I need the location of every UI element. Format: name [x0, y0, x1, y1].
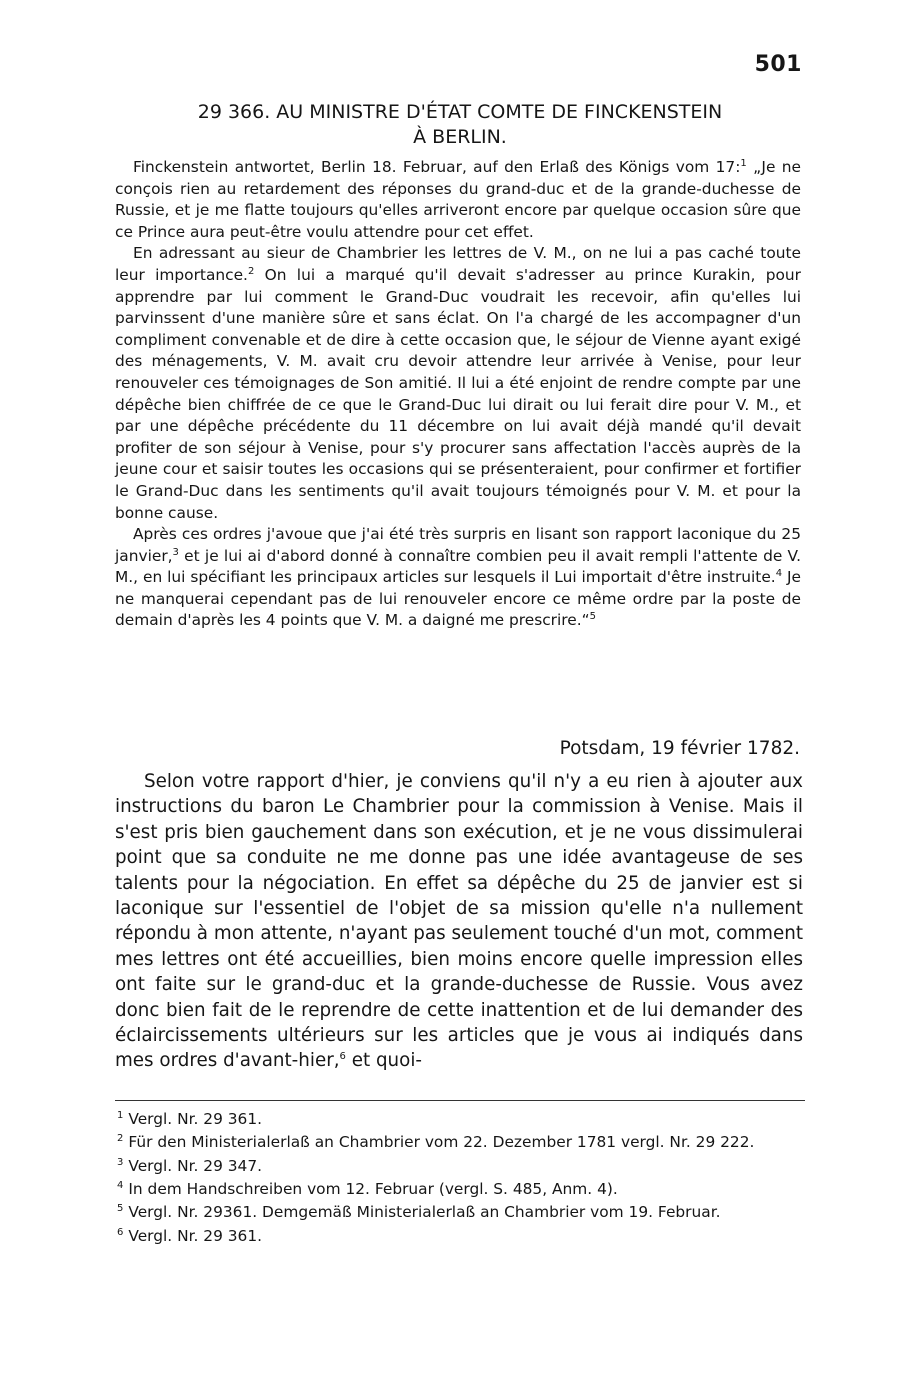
letter-paragraph [115, 769, 803, 1074]
page-number: 501 [754, 52, 802, 77]
summary-text: Finckenstein antwortet, Berlin 18. Februar, auf den Erlaß des Königs vom 17: [133, 158, 741, 176]
letter-text: et quoi- [345, 1050, 422, 1072]
summary-text: Je ne manquerai cependant pas de lui renouveler encore ce même ordre par la poste de demain d'après les 4 points que V. M. a daigné me prescrire.“ [115, 568, 801, 630]
summary-paragraph-3 [115, 524, 801, 632]
footnote-number: 5 [117, 1203, 124, 1215]
footnote-divider [115, 1100, 805, 1101]
footnote-number: 3 [117, 1156, 124, 1168]
footnote-6 [115, 1223, 805, 1246]
letter-body [115, 769, 803, 1074]
footnote-text: Vergl. Nr. 29361. Demgemäß Ministerialerlaß an Chambrier vom 19. Februar. [128, 1203, 721, 1222]
letter-date-line: Potsdam, 19 février 1782. [559, 738, 800, 759]
footnote-1 [115, 1106, 805, 1129]
letter-text: Selon votre rapport d'hier, je conviens qu'il n'y a eu rien à ajouter aux instructions du baron Le Chambrier pour la commission à Venise. Mais il s'est pris bien gauchement dans son exécution, et je ne vous dissimulerai point que sa conduite ne me donne pas une idée avantageuse de ses talents pour la négociation. En effet sa dépêche du 25 de janvier est si laconique sur l'essentiel de l'objet de sa mission qu'elle n'a nullement répondu à mon attente, n'ayant pas seulement touché d'un mot, comment mes lettres ont été accueillies, bien moins encore quelle impression elles ont faite sur le grand-duc et la grande-duchesse de Russie. Vous avez donc bien fait de le reprendre de cette inattention et de lui demander des éclaircissements ultérieurs sur les articles que je vous ai indiqués dans mes ordres d'avant-hier, [115, 771, 803, 1072]
summary-text: „Je ne conçois rien au retardement des réponses du grand-duc et de la grande-duchesse de Russie, et je me flatte toujours qu'elles arriveront encore par quelque occasion sûre que ce Prince aura peut-être voulu attendre pour cet effet. [115, 158, 802, 241]
footnote-ref-5: 5 [589, 611, 596, 623]
footnote-ref-1: 1 [740, 157, 747, 169]
footnote-ref-6: 6 [339, 1051, 346, 1063]
footnote-ref-4: 4 [775, 568, 783, 580]
footnote-text: Vergl. Nr. 29 347. [128, 1156, 263, 1175]
summary-paragraph-1 [115, 157, 801, 243]
footnote-number: 2 [117, 1133, 124, 1145]
summary-text: En adressant au sieur de Chambrier les lettres de V. M., on ne lui a pas caché toute leur importance. [115, 244, 801, 284]
footnote-4 [115, 1176, 805, 1199]
summary-paragraph-2 [115, 243, 801, 524]
footnote-number: 6 [117, 1226, 124, 1238]
footnote-number: 4 [117, 1179, 124, 1191]
footnote-3 [115, 1153, 805, 1176]
summary-text: On lui a marqué qu'il devait s'adresser au prince Kurakin, pour apprendre par lui comment le Grand-Duc voudrait les recevoir, afin qu'elles lui parvinssent d'une manière sûre et sans éclat. On l'a chargé de les accompagner d'un compliment convenable et de dire à cette occasion que, le séjour de Vienne ayant exigé des ménagements, V. M. avait cru devoir attendre leur arrivée à Venise, pour leur renouveler ces témoignages de Son amitié. Il lui a été enjoint de rendre compte par une dépêche bien chiffrée de ce que le Grand-Duc lui dirait ou lui ferait dire pour V. M., et par une dépêche précédente du 11 décembre on lui avait déjà mandé qu'il devait profiter de son séjour à Venise, pour s'y procurer sans affectation l'accès auprès de la jeune cour et saisir toutes les occasions qui se présenteraient, pour confirmer et fortifier le Grand-Duc dans les sentiments qu'il avait toujours témoignés pour V. M. et pour la bonne cause. [115, 265, 801, 522]
summary-text: et je lui ai d'abord donné à connaître combien peu il avait rempli l'attente de V. M., en lui spécifiant les principaux articles sur lesquels il Lui importait d'être instruite. [115, 546, 801, 587]
heading-line-2: À BERLIN. [413, 126, 507, 148]
document-heading [115, 100, 805, 150]
footnote-text: Vergl. Nr. 29 361. [128, 1226, 263, 1245]
footnote-text: Für den Ministerialerlaß an Chambrier vom 22. Dezember 1781 vergl. Nr. 29 222. [128, 1133, 755, 1152]
summary-text: Après ces ordres j'avoue que j'ai été très surpris en lisant son rapport laconique du 25 janvier, [115, 525, 801, 565]
footnote-text: Vergl. Nr. 29 361. [128, 1110, 263, 1129]
footnote-text: In dem Handschreiben vom 12. Februar (vergl. S. 485, Anm. 4). [128, 1180, 618, 1199]
footnote-ref-2: 2 [247, 265, 255, 277]
minister-reply-summary [115, 157, 801, 632]
footnote-2 [115, 1129, 805, 1152]
footnote-ref-3: 3 [172, 546, 179, 558]
footnote-number: 1 [117, 1110, 124, 1121]
footnote-5 [115, 1199, 805, 1222]
footnotes [115, 1106, 805, 1246]
heading-line-1: 29 366. AU MINISTRE D'ÉTAT COMTE DE FINCKENSTEIN [197, 101, 723, 123]
